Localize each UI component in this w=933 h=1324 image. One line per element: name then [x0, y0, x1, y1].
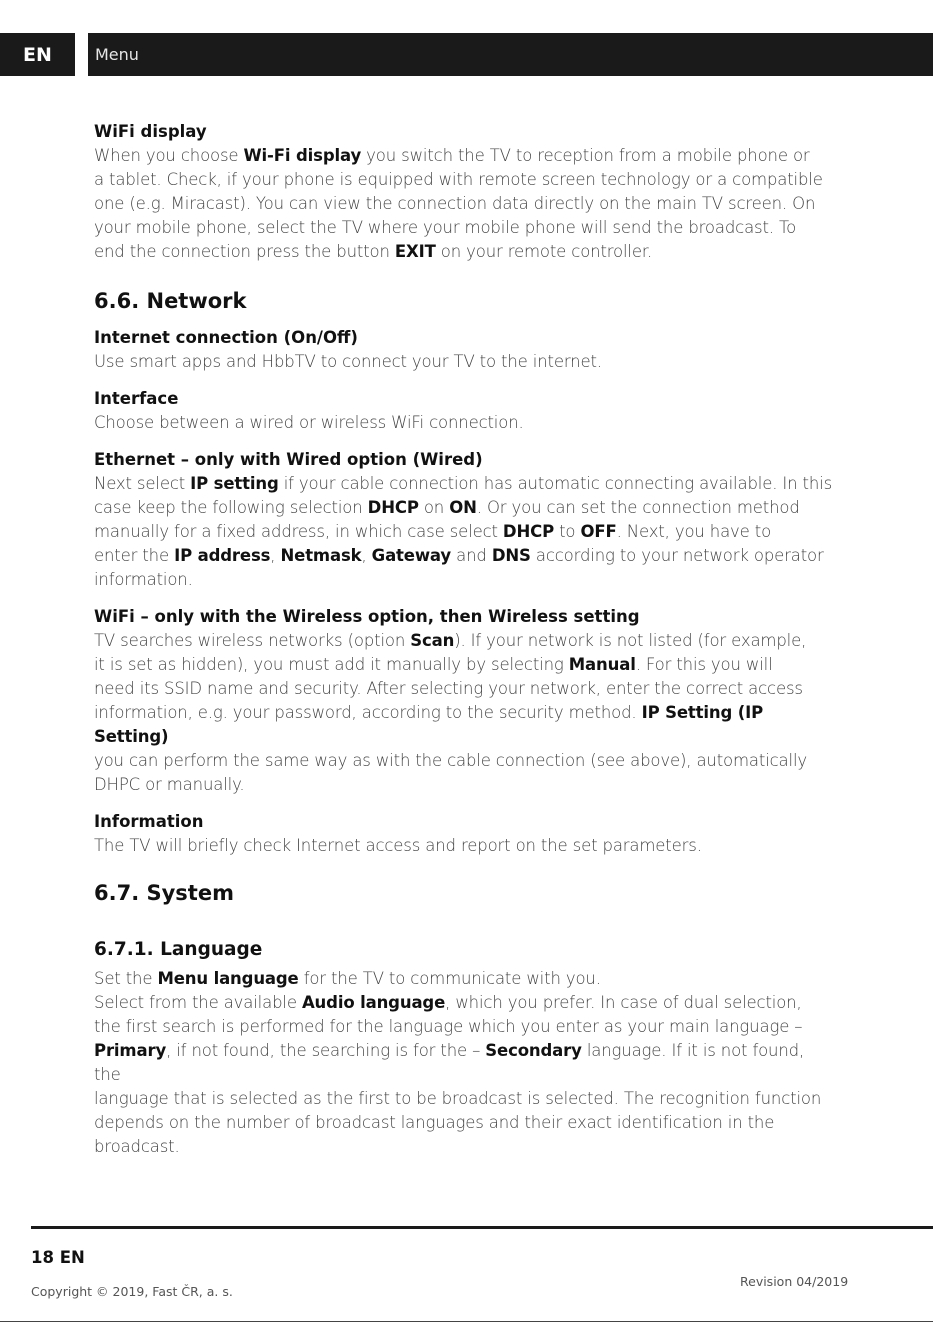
text-run: your mobile phone, select the TV where your mobile phone will send the broadcast. To [94, 218, 797, 237]
internet-connection-text: Use smart apps and HbbTV to connect your TV to the internet. [94, 352, 602, 371]
language-text [94, 967, 834, 1159]
text-run: DHPC or manually. [94, 775, 245, 794]
term: Gateway [371, 546, 452, 565]
text-run: you can perform the same way as with the cable connection (see above), automatically [94, 751, 807, 770]
term: Netmask [280, 546, 362, 565]
term: Wi-Fi display [243, 146, 362, 165]
language-badge: EN [0, 33, 75, 76]
page-content [94, 120, 834, 1159]
text-run: need its SSID name and security. After selecting your network, enter the correct access [94, 679, 803, 698]
wifi-display-text [94, 144, 834, 264]
text-run: it is set as hidden), you must add it manually by selecting [94, 655, 569, 674]
text-run: ). If your network is not listed (for example, [454, 631, 807, 650]
text-run: information, e.g. your password, according to the security method. [94, 703, 642, 722]
wifi-title: WiFi – only with the Wireless option, then Wireless setting [94, 607, 640, 626]
wifi-display-title: WiFi display [94, 122, 207, 141]
term: Scan [410, 631, 455, 650]
text-run: on your remote controller. [435, 242, 653, 261]
wifi-display-section [94, 120, 834, 264]
text-run: the first search is performed for the language which you enter as your main language – [94, 1017, 803, 1036]
text-run: and [451, 546, 492, 565]
text-run: if your cable connection has automatic connecting available. In this [278, 474, 833, 493]
term: Manual [568, 655, 636, 674]
system-heading: 6.7. System [94, 881, 234, 905]
text-run: language that is selected as the first to be broadcast is selected. The recognition function [94, 1089, 822, 1108]
text-run: , if not found, the searching is for the – [166, 1041, 486, 1060]
text-run: on [418, 498, 450, 517]
text-run: one (e.g. Miracast). You can view the connection data directly on the main TV screen. On [94, 194, 816, 213]
wifi-text [94, 629, 834, 797]
interface-text: Choose between a wired or wireless WiFi connection. [94, 413, 524, 432]
text-run: enter the [94, 546, 175, 565]
text-run: end the connection press the button [94, 242, 395, 261]
text-run: , which you prefer. In case of dual selection, [445, 993, 802, 1012]
information-text: The TV will briefly check Internet access and report on the set parameters. [94, 836, 702, 855]
text-run: you switch the TV to reception from a mobile phone or [361, 146, 810, 165]
text-run: TV searches wireless networks (option [94, 631, 411, 650]
text-run: depends on the number of broadcast languages and their exact identification in the [94, 1113, 775, 1132]
page-number: 18 EN [31, 1248, 85, 1267]
term: Audio language [301, 993, 446, 1012]
language-heading: 6.7.1. Language [94, 939, 263, 960]
text-run: Set the [94, 969, 158, 988]
term: EXIT [394, 242, 436, 261]
text-run: case keep the following selection [94, 498, 368, 517]
text-run: language. If it is not found, the [94, 1041, 805, 1084]
text-run: Next select [94, 474, 191, 493]
ethernet-title: Ethernet – only with Wired option (Wired) [94, 450, 483, 469]
term: IP address [174, 546, 271, 565]
revision-text: Revision 04/2019 [740, 1274, 849, 1289]
term: IP setting [190, 474, 279, 493]
text-run: information. [94, 570, 193, 589]
text-run: Select from the available [94, 993, 302, 1012]
text-run: a tablet. Check, if your phone is equipped with remote screen technology or a compatible [94, 170, 823, 189]
section-title: Menu [95, 45, 139, 64]
text-run: When you choose [94, 146, 244, 165]
section-header [88, 33, 933, 76]
text-run: manually for a fixed address, in which case select [94, 522, 503, 541]
ethernet-text [94, 472, 834, 592]
text-run: for the TV to communicate with you. [298, 969, 601, 988]
term: DNS [491, 546, 531, 565]
text-run: , [361, 546, 372, 565]
term: IP Setting (IP Setting) [94, 703, 764, 746]
text-run: broadcast. [94, 1137, 180, 1156]
page-bottom-border [0, 1321, 933, 1322]
term: ON [449, 498, 477, 517]
text-run: according to your network operator [530, 546, 824, 565]
term: DHCP [367, 498, 419, 517]
copyright-text: Copyright © 2019, Fast ČR, a. s. [31, 1284, 233, 1299]
term: Menu language [157, 969, 299, 988]
footer-divider [31, 1226, 933, 1229]
term: Primary [94, 1041, 167, 1060]
information-title: Information [94, 812, 204, 831]
text-run: to [554, 522, 581, 541]
text-run: . Or you can set the connection method [476, 498, 800, 517]
interface-title: Interface [94, 389, 179, 408]
term: Secondary [485, 1041, 582, 1060]
internet-connection-title: Internet connection (On/Off) [94, 328, 358, 347]
text-run: . For this you will [635, 655, 773, 674]
network-heading: 6.6. Network [94, 289, 247, 313]
text-run: . Next, you have to [616, 522, 772, 541]
term: DHCP [502, 522, 555, 541]
text-run: , [270, 546, 281, 565]
term: OFF [580, 522, 617, 541]
